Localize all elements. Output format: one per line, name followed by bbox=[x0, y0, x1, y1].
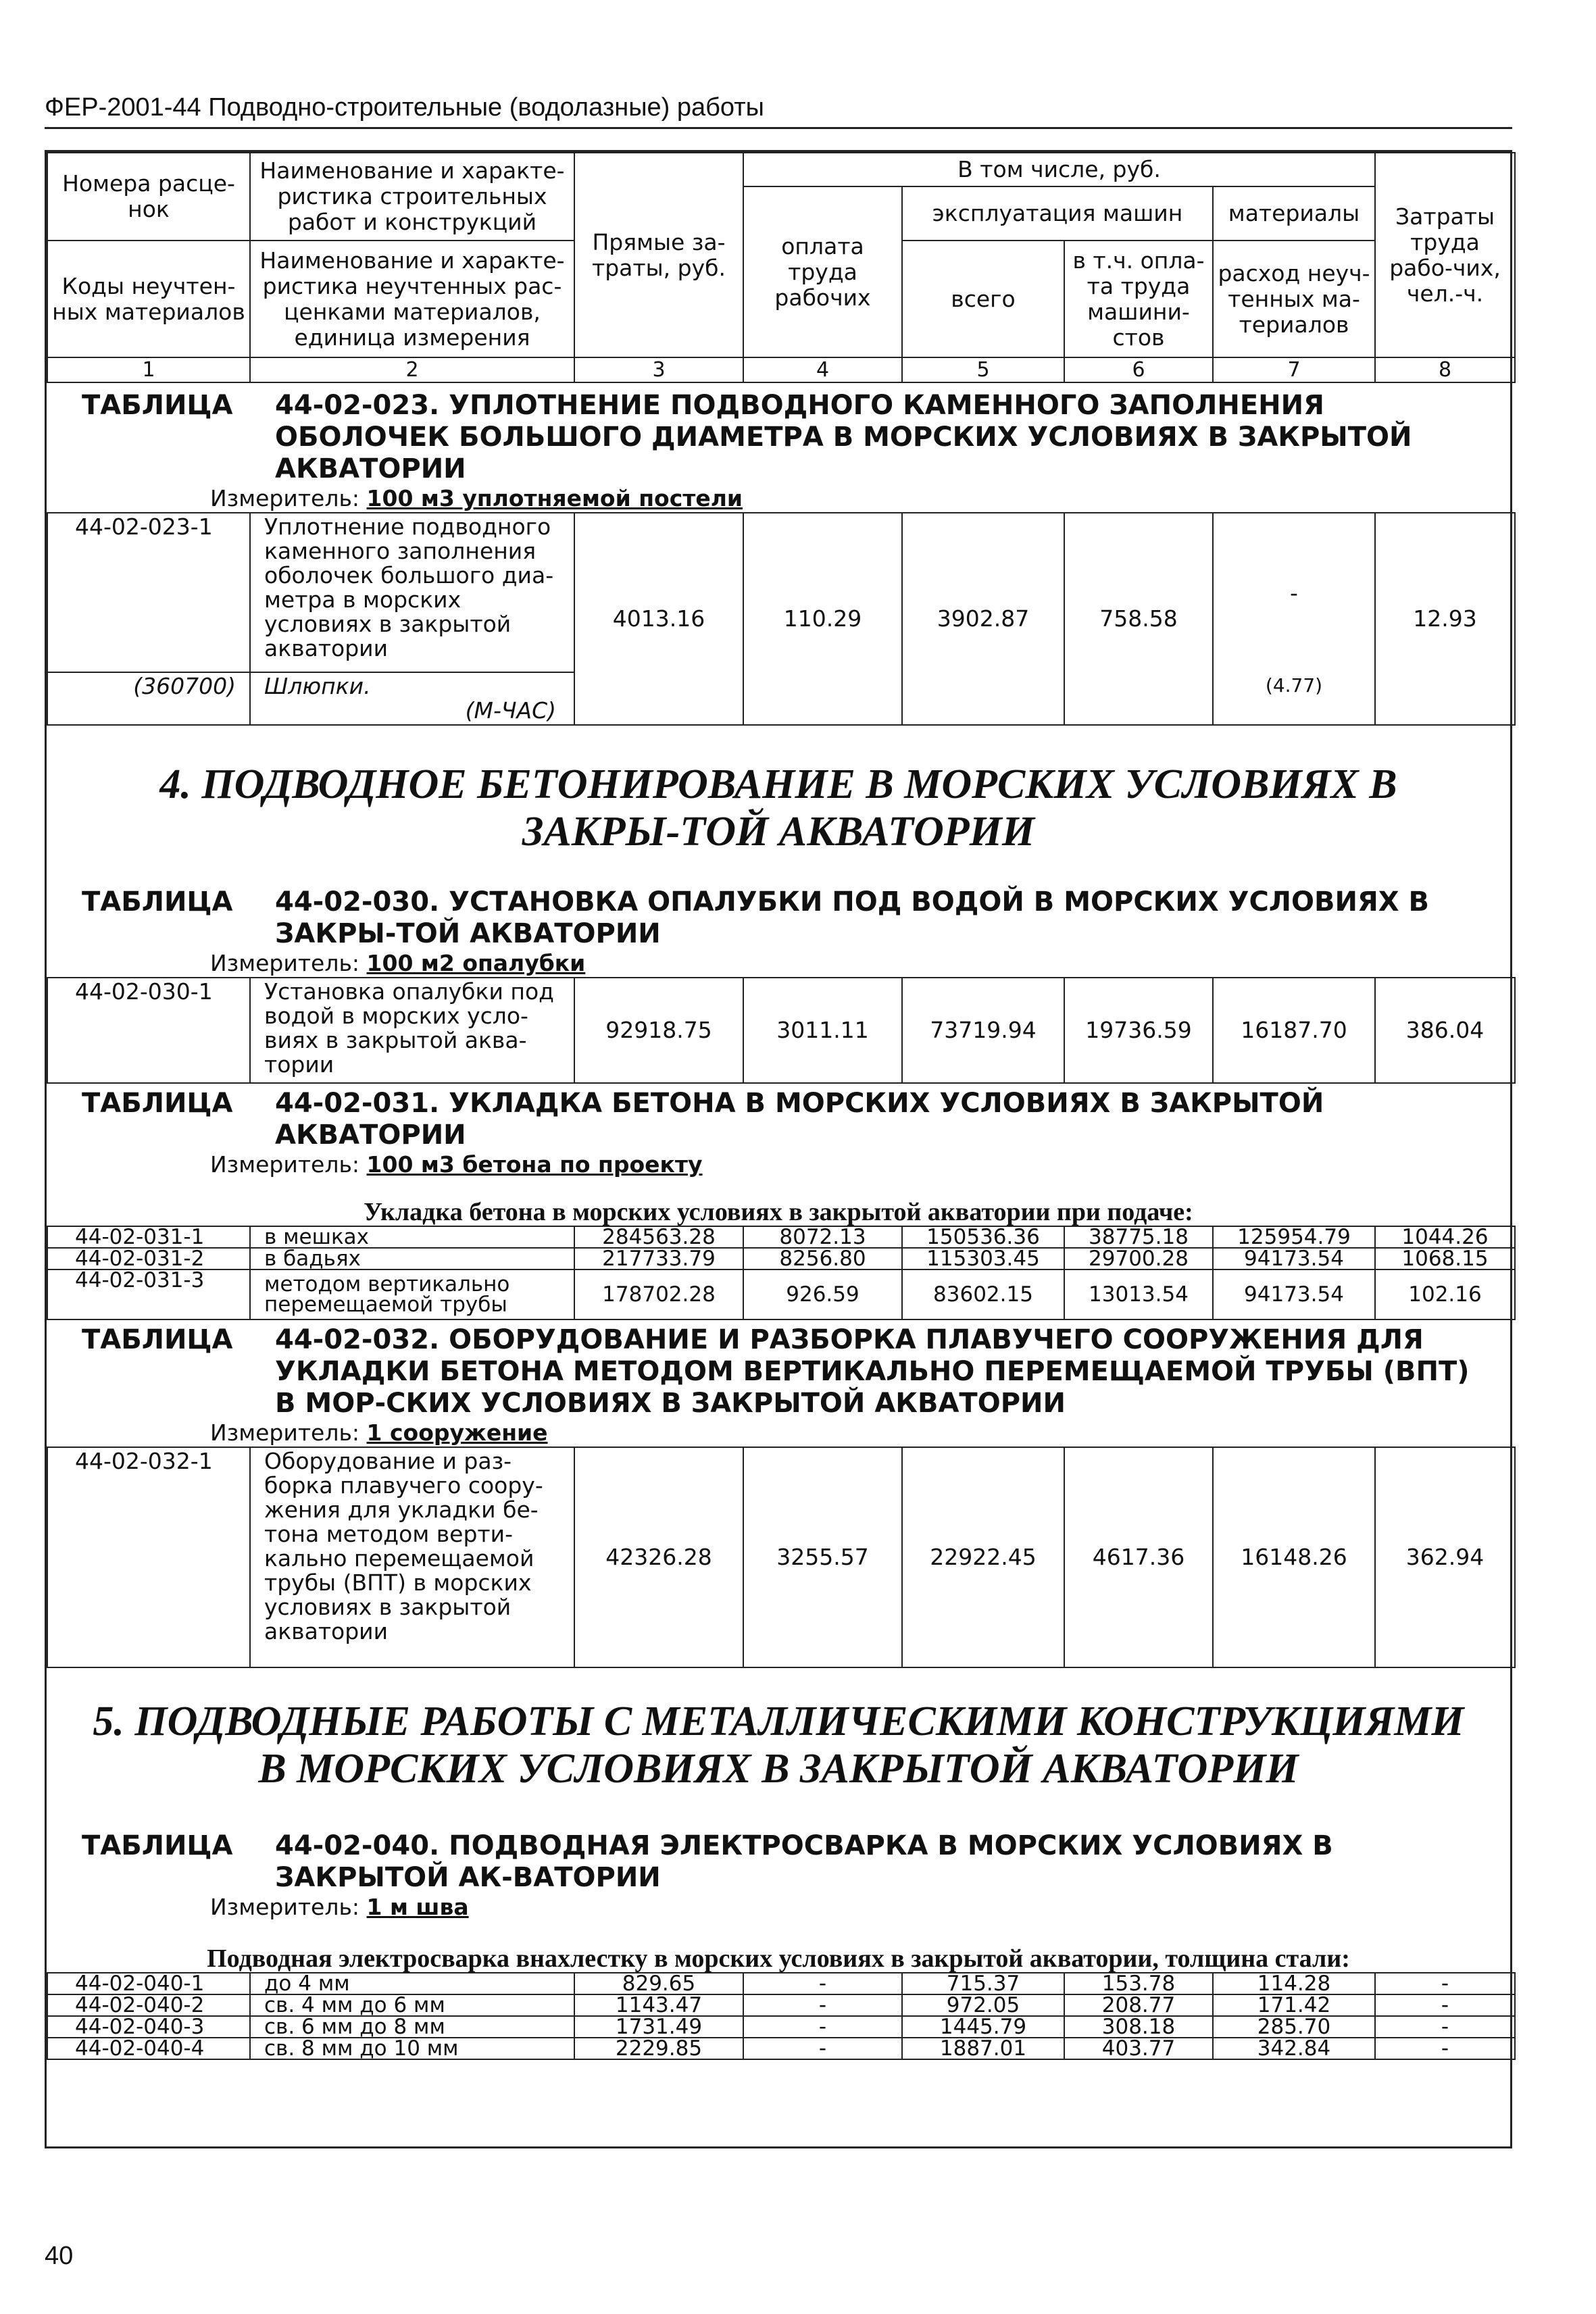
header-cell-direct-costs: Прямые за-траты, руб. bbox=[574, 153, 743, 357]
document-frame bbox=[45, 150, 1512, 2148]
table-label: ТАБЛИЦА bbox=[82, 1830, 233, 1861]
labor-hours: 362.94 bbox=[1375, 1447, 1515, 1667]
meter-label: Измеритель: bbox=[210, 485, 360, 511]
direct-costs: 829.65 bbox=[574, 1973, 743, 1994]
measurement-unit bbox=[47, 1151, 1510, 1178]
meter-label: Измеритель: bbox=[210, 1151, 360, 1178]
header-cell-rate-number: Номера расце-нок bbox=[47, 153, 250, 241]
rate-code: 44-02-040-1 bbox=[47, 1973, 250, 1994]
table-title bbox=[47, 886, 1510, 950]
column-number: 8 bbox=[1375, 357, 1515, 382]
machines-total: 972.05 bbox=[902, 1994, 1064, 2016]
labor-hours: - bbox=[1375, 1973, 1515, 1994]
table-row bbox=[47, 2016, 1515, 2038]
labor-hours: 102.16 bbox=[1375, 1269, 1515, 1319]
workers-pay: 8256.80 bbox=[743, 1248, 902, 1269]
direct-costs: 4013.16 bbox=[574, 513, 743, 725]
machines-total: 22922.45 bbox=[902, 1447, 1064, 1667]
labor-hours: - bbox=[1375, 2038, 1515, 2059]
direct-costs: 1143.47 bbox=[574, 1994, 743, 2016]
machinists-pay: 19736.59 bbox=[1064, 978, 1213, 1083]
header-cell-material-consumption: расход неуч-тенных ма-териалов bbox=[1213, 241, 1375, 357]
machines-total: 115303.45 bbox=[902, 1248, 1064, 1269]
labor-hours: 12.93 bbox=[1375, 513, 1515, 725]
machinists-pay: 308.18 bbox=[1064, 2016, 1213, 2038]
table-title bbox=[47, 1324, 1510, 1419]
page-number: 40 bbox=[45, 2242, 74, 2270]
table-label: ТАБЛИЦА bbox=[82, 1088, 233, 1119]
machines-total: 150536.36 bbox=[902, 1226, 1064, 1248]
rate-code: 44-02-031-1 bbox=[47, 1226, 250, 1248]
machinists-pay: 153.78 bbox=[1064, 1973, 1213, 1994]
table-title bbox=[47, 1830, 1510, 1894]
page-header: ФЕР-2001-44 Подводно-строительные (водолазные) работы bbox=[45, 93, 764, 122]
column-number: 7 bbox=[1213, 357, 1375, 382]
header-cell-machines: эксплуатация машин bbox=[902, 186, 1213, 241]
rate-code: 44-02-023-1 bbox=[47, 513, 250, 672]
rate-code: 44-02-031-3 bbox=[47, 1269, 250, 1319]
measurement-unit bbox=[47, 1419, 1510, 1447]
machinists-pay: 38775.18 bbox=[1064, 1226, 1213, 1248]
rate-code: 44-02-040-2 bbox=[47, 1994, 250, 2016]
rate-name: в мешках bbox=[250, 1226, 574, 1248]
workers-pay: 3255.57 bbox=[743, 1447, 902, 1667]
header-cell-materials: материалы bbox=[1213, 186, 1375, 241]
machinists-pay: 13013.54 bbox=[1064, 1269, 1213, 1319]
meter-value: 100 м3 уплотняемой постели bbox=[366, 485, 743, 511]
labor-hours: 386.04 bbox=[1375, 978, 1515, 1083]
table-row bbox=[47, 1226, 1515, 1248]
table-row bbox=[47, 513, 1515, 672]
machines-total: 1445.79 bbox=[902, 2016, 1064, 2038]
column-number: 4 bbox=[743, 357, 902, 382]
machines-total: 73719.94 bbox=[902, 978, 1064, 1083]
direct-costs: 2229.85 bbox=[574, 2038, 743, 2059]
header-cell-work-name: Наименование и характе-ристика строительных работ и конструкций bbox=[250, 153, 574, 241]
direct-costs: 284563.28 bbox=[574, 1226, 743, 1248]
meter-value: 1 м шва bbox=[366, 1894, 469, 1920]
section-heading: 5. ПОДВОДНЫЕ РАБОТЫ С МЕТАЛЛИЧЕСКИМИ КОНСТРУКЦИЯМИ В МОРСКИХ УСЛОВИЯХ В ЗАКРЫТОЙ АКВАТОРИИ bbox=[93, 1699, 1464, 1792]
table-heading: 44-02-031. УКЛАДКА БЕТОНА В МОРСКИХ УСЛОВИЯХ В ЗАКРЫТОЙ АКВАТОРИИ bbox=[275, 1088, 1324, 1151]
labor-hours: - bbox=[1375, 1994, 1515, 2016]
materials: 171.42 bbox=[1213, 1994, 1375, 2016]
machines-total: 83602.15 bbox=[902, 1269, 1064, 1319]
direct-costs: 178702.28 bbox=[574, 1269, 743, 1319]
rate-name: св. 8 мм до 10 мм bbox=[250, 2038, 574, 2059]
direct-costs: 1731.49 bbox=[574, 2016, 743, 2038]
rate-name: до 4 мм bbox=[250, 1973, 574, 1994]
column-number: 3 bbox=[574, 357, 743, 382]
material-name bbox=[250, 672, 574, 725]
rate-name: в бадьях bbox=[250, 1248, 574, 1269]
rate-code: 44-02-040-3 bbox=[47, 2016, 250, 2038]
table-row bbox=[47, 2038, 1515, 2059]
header-cell-workers-pay: оплата труда рабочих bbox=[743, 186, 902, 357]
table-heading: 44-02-023. УПЛОТНЕНИЕ ПОДВОДНОГО КАМЕННОГО ЗАПОЛНЕНИЯ ОБОЛОЧЕК БОЛЬШОГО ДИАМЕТРА В МОРСКИХ УСЛОВИЯХ В ЗАКРЫТОЙ АКВАТОРИИ bbox=[275, 390, 1412, 484]
workers-pay: 110.29 bbox=[743, 513, 902, 725]
materials: 16187.70 bbox=[1213, 978, 1375, 1083]
rate-name: Установка опалубки под водой в морских усло-виях в закрытой аква-тории bbox=[250, 978, 574, 1083]
rates-table-031 bbox=[47, 1226, 1516, 1320]
machinists-pay: 208.77 bbox=[1064, 1994, 1213, 2016]
header-cell-including: В том числе, руб. bbox=[743, 153, 1375, 186]
material-quantity: (4.77) bbox=[1213, 672, 1375, 725]
table-heading: 44-02-032. ОБОРУДОВАНИЕ И РАЗБОРКА ПЛАВУЧЕГО СООРУЖЕНИЯ ДЛЯ УКЛАДКИ БЕТОНА МЕТОДОМ ВЕРТИКАЛЬНО ПЕРЕМЕЩАЕМОЙ ТРУБЫ (ВПТ) В МОР-СКИХ УСЛОВИЯХ В ЗАКРЫТОЙ АКВАТОРИИ bbox=[275, 1324, 1470, 1419]
meter-value: 1 сооружение bbox=[366, 1419, 548, 1446]
rate-name: св. 6 мм до 8 мм bbox=[250, 2016, 574, 2038]
direct-costs: 217733.79 bbox=[574, 1248, 743, 1269]
table-title bbox=[47, 1088, 1510, 1151]
materials: 94173.54 bbox=[1213, 1269, 1375, 1319]
direct-costs: 92918.75 bbox=[574, 978, 743, 1083]
table-heading: 44-02-040. ПОДВОДНАЯ ЭЛЕКТРОСВАРКА В МОРСКИХ УСЛОВИЯХ В ЗАКРЫТОЙ АК-ВАТОРИИ bbox=[275, 1830, 1333, 1893]
material-name-text: Шлюпки. bbox=[264, 673, 371, 699]
meter-value: 100 м3 бетона по проекту bbox=[366, 1151, 703, 1178]
header-cell-material-names: Наименование и характе-ристика неучтенных рас-ценками материалов, единица измерения bbox=[250, 241, 574, 357]
rate-code: 44-02-032-1 bbox=[47, 1447, 250, 1667]
rate-name: Оборудование и раз-борка плавучего соору-жения для укладки бе-тона методом верти-кально перемещаемой трубы (ВПТ) в морских условиях в закрытой акватории bbox=[250, 1447, 574, 1667]
materials: 114.28 bbox=[1213, 1973, 1375, 1994]
table-label: ТАБЛИЦА bbox=[82, 390, 233, 421]
column-number: 1 bbox=[47, 357, 250, 382]
direct-costs: 42326.28 bbox=[574, 1447, 743, 1667]
machinists-pay: 758.58 bbox=[1064, 513, 1213, 725]
material-unit: (М-ЧАС) bbox=[465, 697, 556, 724]
rate-code: 44-02-040-4 bbox=[47, 2038, 250, 2059]
machinists-pay: 403.77 bbox=[1064, 2038, 1213, 2059]
workers-pay: 926.59 bbox=[743, 1269, 902, 1319]
materials: - bbox=[1213, 513, 1375, 672]
table-row bbox=[47, 1994, 1515, 2016]
materials: 16148.26 bbox=[1213, 1447, 1375, 1667]
table-row bbox=[47, 1248, 1515, 1269]
table-row bbox=[47, 1447, 1515, 1667]
column-number: 2 bbox=[250, 357, 574, 382]
rate-name: методом вертикально перемещаемой трубы bbox=[250, 1269, 574, 1319]
measurement-unit bbox=[47, 950, 1510, 977]
rates-table-032 bbox=[47, 1447, 1516, 1668]
workers-pay: - bbox=[743, 2038, 902, 2059]
measurement-unit bbox=[47, 485, 1510, 512]
materials: 125954.79 bbox=[1213, 1226, 1375, 1248]
rate-code: 44-02-031-2 bbox=[47, 1248, 250, 1269]
machines-total: 715.37 bbox=[902, 1973, 1064, 1994]
material-code: (360700) bbox=[47, 672, 250, 725]
column-number: 5 bbox=[902, 357, 1064, 382]
table-intro: Подводная электросварка внахлестку в морских условиях в закрытой акватории, толщина стали: bbox=[207, 1944, 1350, 1973]
rate-name: Уплотнение подводного каменного заполнения оболочек большого диа-метра в морских условиях в закрытой акватории bbox=[250, 513, 574, 672]
machinists-pay: 29700.28 bbox=[1064, 1248, 1213, 1269]
header-cell-labor-hours: Затраты труда рабо-чих, чел.-ч. bbox=[1375, 153, 1515, 357]
workers-pay: - bbox=[743, 1994, 902, 2016]
table-title bbox=[47, 390, 1510, 485]
machinists-pay: 4617.36 bbox=[1064, 1447, 1213, 1667]
meter-value: 100 м2 опалубки bbox=[366, 950, 586, 976]
header-cell-machines-total: всего bbox=[902, 241, 1064, 357]
measurement-unit bbox=[47, 1894, 1510, 1921]
section-heading: 4. ПОДВОДНОЕ БЕТОНИРОВАНИЕ В МОРСКИХ УСЛОВИЯХ В ЗАКРЫ-ТОЙ АКВАТОРИИ bbox=[159, 761, 1397, 855]
table-label: ТАБЛИЦА bbox=[82, 886, 233, 917]
table-row bbox=[47, 978, 1515, 1083]
rate-name: св. 4 мм до 6 мм bbox=[250, 1994, 574, 2016]
header-cell-machinists-pay: в т.ч. опла-та труда машини-стов bbox=[1064, 241, 1213, 357]
column-header-table bbox=[47, 152, 1516, 383]
materials: 342.84 bbox=[1213, 2038, 1375, 2059]
materials: 94173.54 bbox=[1213, 1248, 1375, 1269]
meter-label: Измеритель: bbox=[210, 950, 360, 976]
workers-pay: 8072.13 bbox=[743, 1226, 902, 1248]
rates-table-040 bbox=[47, 1972, 1516, 2060]
meter-label: Измеритель: bbox=[210, 1419, 360, 1446]
workers-pay: - bbox=[743, 1973, 902, 1994]
machines-total: 1887.01 bbox=[902, 2038, 1064, 2059]
table-label: ТАБЛИЦА bbox=[82, 1324, 233, 1355]
meter-label: Измеритель: bbox=[210, 1894, 360, 1920]
table-row bbox=[47, 1973, 1515, 1994]
workers-pay: - bbox=[743, 2016, 902, 2038]
labor-hours: 1068.15 bbox=[1375, 1248, 1515, 1269]
rate-code: 44-02-030-1 bbox=[47, 978, 250, 1083]
materials: 285.70 bbox=[1213, 2016, 1375, 2038]
machines-total: 3902.87 bbox=[902, 513, 1064, 725]
labor-hours: 1044.26 bbox=[1375, 1226, 1515, 1248]
rates-table-023 bbox=[47, 512, 1516, 726]
header-cell-material-codes: Коды неучтен-ных материалов bbox=[47, 241, 250, 357]
table-heading: 44-02-030. УСТАНОВКА ОПАЛУБКИ ПОД ВОДОЙ В МОРСКИХ УСЛОВИЯХ В ЗАКРЫ-ТОЙ АКВАТОРИИ bbox=[275, 886, 1430, 949]
rates-table-030 bbox=[47, 977, 1516, 1084]
table-intro: Укладка бетона в морских условиях в закрытой акватории при подаче: bbox=[364, 1198, 1193, 1226]
table-row bbox=[47, 1269, 1515, 1319]
column-number: 6 bbox=[1064, 357, 1213, 382]
workers-pay: 3011.11 bbox=[743, 978, 902, 1083]
labor-hours: - bbox=[1375, 2016, 1515, 2038]
header-rule bbox=[45, 127, 1512, 129]
